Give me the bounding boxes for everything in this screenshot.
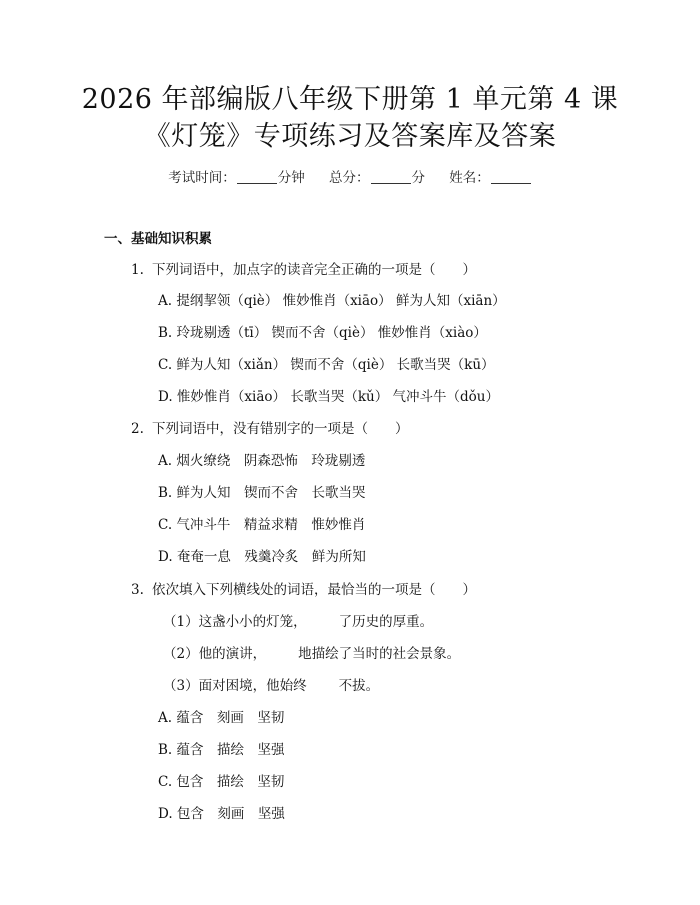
fill-in-sentence xyxy=(163,612,433,632)
exam-time-label: 考试时间： xyxy=(168,170,236,186)
question-stem: 下列词语中，没有错别字的一项是（ ） xyxy=(152,421,409,437)
question-option: C. 鲜为人知（xiǎn） 锲而不舍（qiè） 长歌当哭（kū） xyxy=(158,357,495,373)
sentence-part: （3）面对困境，他始终 xyxy=(163,678,307,694)
total-score-blank[interactable] xyxy=(371,169,411,184)
question-option: C. 包含 描绘 坚韧 xyxy=(158,774,285,790)
question-option: D. 奄奄一息 残羹冷炙 鲜为所知 xyxy=(158,549,366,565)
sentence-part: （1）这盏小小的灯笼， xyxy=(163,614,307,630)
document-title-line-2: 《灯笼》专项练习及答案库及答案 xyxy=(143,121,557,152)
document-title-line-1: 2026 年部编版八年级下册第 1 单元第 4 课 xyxy=(81,84,619,115)
question-option: A. 蕴含 刻画 坚韧 xyxy=(158,710,285,726)
total-score-unit: 分 xyxy=(411,170,425,186)
question-option: B. 玲珑剔透（tī） 锲而不舍（qiè） 惟妙惟肖（xiào） xyxy=(158,325,487,341)
student-name-blank[interactable] xyxy=(491,169,531,184)
question-option: D. 包含 刻画 坚强 xyxy=(158,806,285,822)
sentence-part: 地描绘了当时的社会景象。 xyxy=(298,646,461,662)
sentence-part: 不拔。 xyxy=(338,678,380,694)
question-stem: 下列词语中，加点字的读音完全正确的一项是（ ） xyxy=(152,262,476,278)
exam-time-blank[interactable] xyxy=(237,169,277,184)
section-heading: 一、基础知识积累 xyxy=(104,231,212,247)
question-option: B. 蕴含 描绘 坚强 xyxy=(158,742,285,758)
student-name-field xyxy=(449,168,532,188)
question-stem: 依次填入下列横线处的词语，最恰当的一项是（ ） xyxy=(152,582,476,598)
question-number: 1. xyxy=(131,262,144,278)
sentence-part: 了历史的厚重。 xyxy=(338,614,434,630)
question-number: 3. xyxy=(131,582,144,598)
question-option: A. 提纲挈领（qiè） 惟妙惟肖（xiāo） 鲜为人知（xiān） xyxy=(158,293,506,309)
exam-time-field xyxy=(168,168,305,188)
question-option: B. 鲜为人知 锲而不舍 长歌当哭 xyxy=(158,485,366,501)
exam-meta-row xyxy=(0,168,700,188)
question-option: C. 气冲斗牛 精益求精 惟妙惟肖 xyxy=(158,517,366,533)
exam-time-unit: 分钟 xyxy=(277,170,305,186)
question-number: 2. xyxy=(131,421,144,437)
question-option: D. 惟妙惟肖（xiāo） 长歌当哭（kǔ） 气冲斗牛（dǒu） xyxy=(158,389,499,405)
fill-in-sentence xyxy=(163,676,379,696)
total-score-label: 总分： xyxy=(329,170,370,186)
question-option: A. 烟火缭绕 阴森恐怖 玲珑剔透 xyxy=(158,453,366,469)
total-score-field xyxy=(329,168,425,188)
student-name-label: 姓名： xyxy=(449,170,490,186)
sentence-part: （2）他的演讲， xyxy=(163,646,267,662)
fill-in-sentence xyxy=(163,644,460,664)
